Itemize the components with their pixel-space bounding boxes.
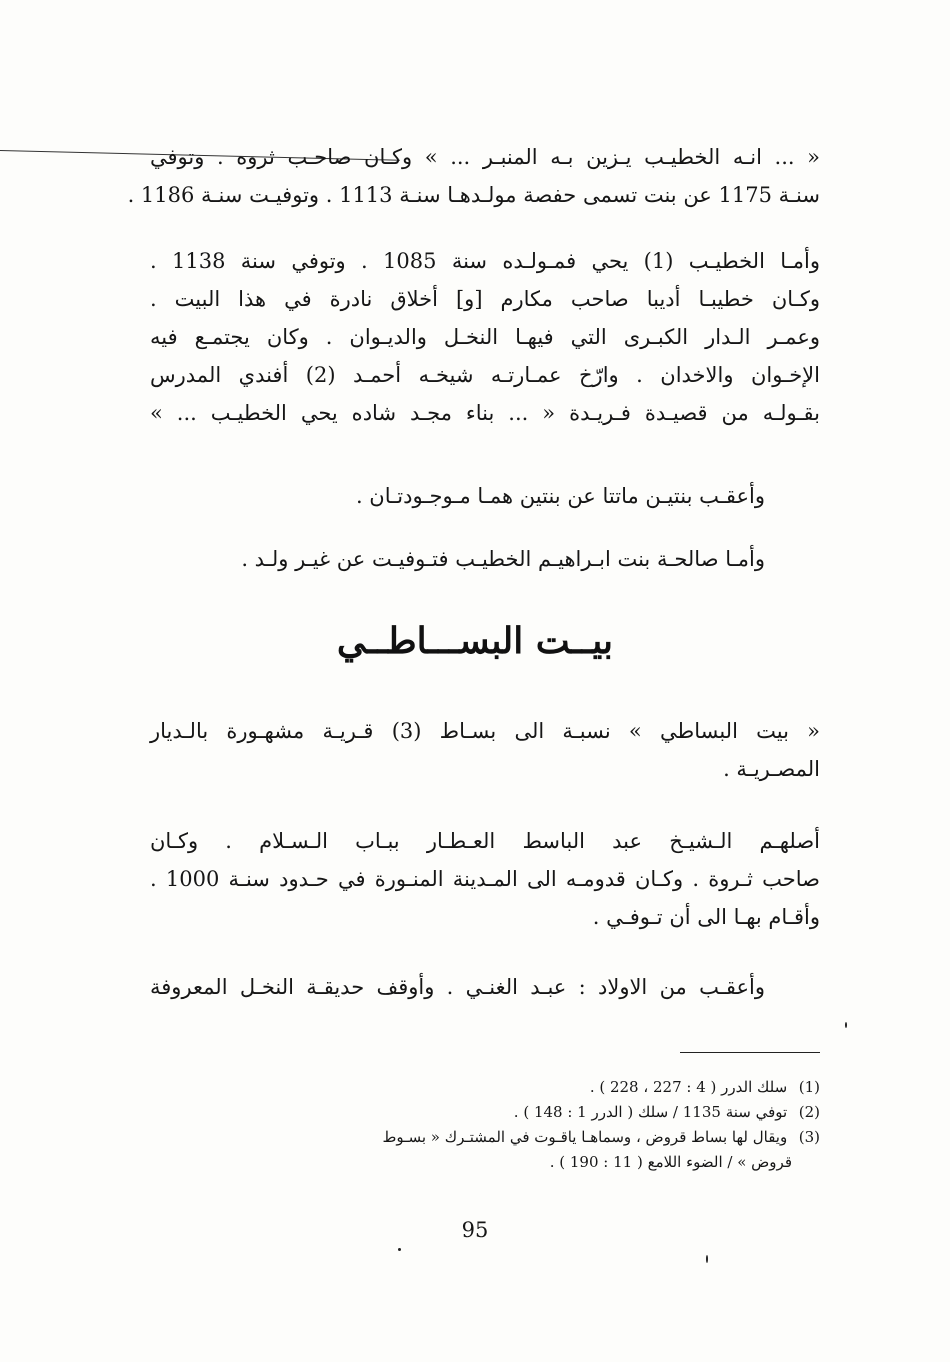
text-line: وكـان خطيبـا أديبا صاحب مكارم [و] أخلاق نادرة في هذا البيت .: [150, 287, 820, 311]
text-line: وعمـر الـدار الكبـرى التي فيهـا النخـل والديـوان . وكان يجتمـع فيه: [150, 325, 820, 349]
text-line: الإخـوان والاخدان . وارّخ عمـارتـه شيخـه أحمـد (2) أفندي المدرس: [150, 363, 820, 387]
paragraph-2: [150, 242, 820, 432]
paragraph-7: [150, 968, 820, 1006]
text-line: وأعقـب من الاولاد : عبـد الغنـي . وأوقف حديقـة النخـل المعروفة: [150, 975, 765, 999]
text-line: وأمـا صالحـة بنت ابـراهيـم الخطيـب فتـوفيـت عن غيـر ولـد .: [241, 547, 765, 571]
text-line: بقـولـه من قصيـدة فـريـدة « ... بناء مجـد شاده يحي الخطيـب ... »: [150, 401, 820, 425]
page-number: 95: [461, 1218, 489, 1242]
footnote-item: [140, 1125, 820, 1150]
footnote-continuation: قروض » / الضوء اللامع ( 11 : 190 ) .: [549, 1153, 792, 1171]
scan-speck: [845, 1022, 847, 1028]
section-heading: بيــت البســـاطــي: [336, 620, 614, 662]
footnote-item: [140, 1100, 820, 1125]
text-line: وأعقـب بنتيـن ماتتا عن بنتين همـا مـوجـودتـان .: [355, 484, 765, 508]
scan-speck: [706, 1255, 708, 1263]
text-line: وأقـام بهـا الى أن تـوفـي .: [592, 905, 820, 929]
paragraph-4: [150, 540, 820, 578]
text-line: سنـة 1175 عن بنت تسمى حفصة مولـدهـا سنـة 1113 . وتوفيـت سنـة 1186 .: [127, 183, 820, 207]
footnote-text: سلك الدرر ( 4 : 227 ، 228 ) .: [589, 1078, 788, 1096]
footnote-number: (2): [798, 1103, 820, 1121]
scan-speck: [398, 1248, 401, 1251]
text-line: وأمـا الخطيـب (1) يحي فمـولـده سنة 1085 . وتوفي سنة 1138 .: [150, 249, 821, 273]
text-line: المصـريـة .: [723, 757, 820, 781]
text-line: « ... انـه الخطيـب يـزين بـه المنبـر ... » وكـان صاحـب ثروه . وتوفي: [150, 145, 820, 169]
footnote-number: (1): [798, 1078, 820, 1096]
footnote-text: ويقال لها بساط قروض ، وسماهـا ياقـوت في المشتـرك « بسـوط: [382, 1128, 788, 1146]
paragraph-6: [150, 822, 820, 936]
text-line: أصلهـم الـشيـخ عبد الباسط العـطـار ببـاب الـسـلام . وكـان: [150, 829, 820, 853]
paragraph-3: [150, 477, 820, 515]
paragraph-1: [127, 138, 820, 214]
footnotes: [140, 1075, 820, 1175]
footnote-number: (3): [798, 1128, 820, 1146]
text-line: صاحب ثـروة . وكـان قدومـه الى المـدينة المنـورة في حـدود سنـة 1000 .: [150, 867, 820, 891]
footnote-text: توفي سنة 1135 / سلك ( الدرر 1 : 148 ) .: [513, 1103, 788, 1121]
footnote-divider: [680, 1052, 820, 1053]
footnote-item: [140, 1075, 820, 1100]
text-line: « بيت البساطي » نسبـة الى بسـاط (3) قـريـة مشهـورة بالـديار: [150, 719, 821, 743]
paragraph-5: [150, 712, 820, 788]
